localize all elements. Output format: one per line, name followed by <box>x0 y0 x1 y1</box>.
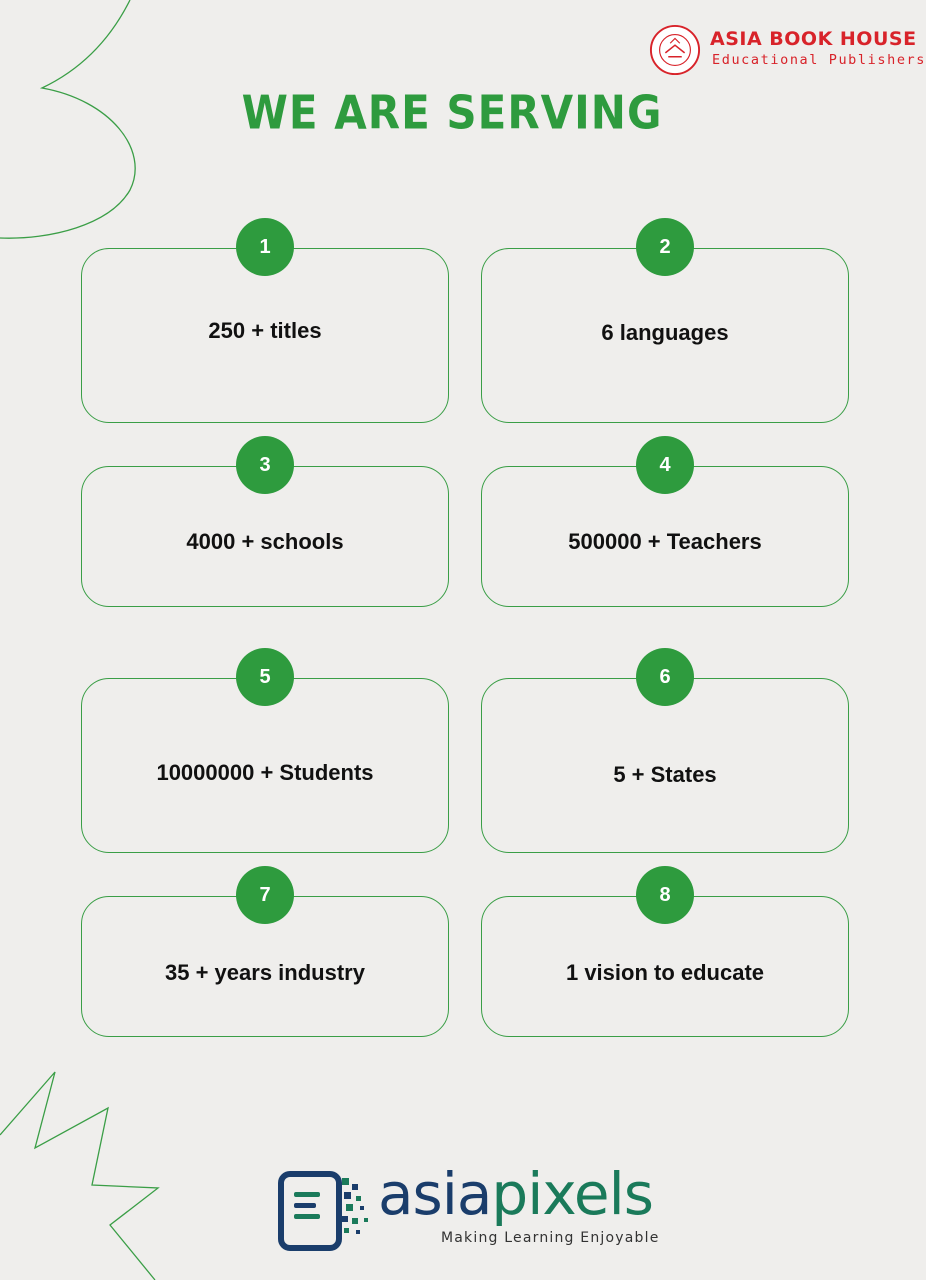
stat-text: 10000000 + Students <box>156 759 374 785</box>
number-badge-8: 8 <box>636 866 694 924</box>
wordmark-pixels: pixels <box>491 1160 653 1228</box>
number-badge-3: 3 <box>236 436 294 494</box>
brand-name: ASIA BOOK HOUSE <box>710 28 917 50</box>
stat-text: 250 + titles <box>208 317 322 343</box>
asiapixels-wordmark <box>378 1160 653 1228</box>
stat-text: 500000 + Teachers <box>568 528 762 554</box>
asia-book-house-logo <box>648 22 926 74</box>
tagline: Making Learning Enjoyable <box>441 1230 660 1246</box>
stat-text: 4000 + schools <box>186 528 344 554</box>
wordmark-asia: asia <box>378 1160 492 1228</box>
number-badge-4: 4 <box>636 436 694 494</box>
number-badge-6: 6 <box>636 648 694 706</box>
stat-text: 5 + States <box>613 761 717 787</box>
number-badge-7: 7 <box>236 866 294 924</box>
seal-icon <box>648 24 702 76</box>
book-pixels-icon <box>278 1170 374 1254</box>
stat-text: 35 + years industry <box>165 959 365 985</box>
brand-subtitle: Educational Publishers <box>712 52 926 68</box>
stat-text: 6 languages <box>601 319 729 345</box>
number-badge-5: 5 <box>236 648 294 706</box>
page-title: WE ARE SERVING <box>241 85 663 140</box>
number-badge-2: 2 <box>636 218 694 276</box>
number-badge-1: 1 <box>236 218 294 276</box>
stat-text: 1 vision to educate <box>565 959 765 985</box>
asiapixels-logo <box>278 1160 668 1254</box>
